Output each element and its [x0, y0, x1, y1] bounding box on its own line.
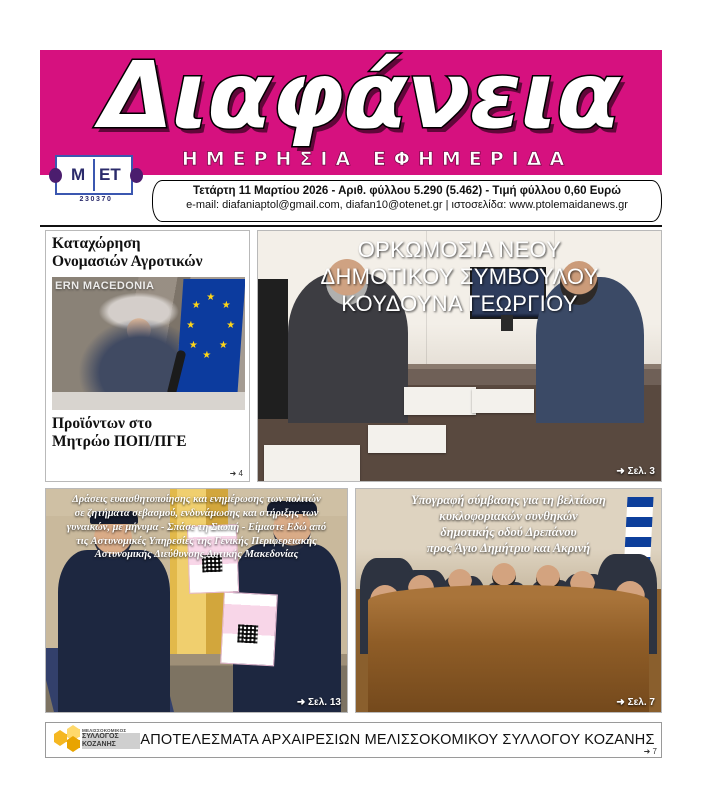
bottom-left-page-reference[interactable]: ➜ Σελ. 13	[296, 697, 341, 708]
bl-headline-line4: τις Αστυνομικές Υπηρεσίες της Γενικής Περιφερειακής	[76, 535, 317, 547]
article-card-pop-pge[interactable]	[45, 230, 250, 482]
document-paper	[368, 425, 446, 453]
main-headline	[264, 237, 655, 317]
header-divider	[40, 225, 662, 227]
left-headline-line4: Μητρώο ΠΟΠ/ΠΓΕ	[52, 432, 187, 450]
bl-headline-line2: σε ζητήματα σεβασμού, ενδυνάμωσης και στήριξης των	[74, 507, 319, 519]
bl-headline-line1: Δράσεις ευαισθητοποίησης και ενημέρωσης των πολιτών	[72, 494, 321, 505]
open-book-icon	[55, 155, 133, 195]
bl-headline-line3: γυναικών, με μήνυμα - Σπάσε τη Σιωπή - Είμαστε Εδώ από	[66, 521, 327, 533]
logo-line3: ΚΟΖΑΝΗΣ	[82, 741, 140, 749]
bl-headline-line5: Αστυνομικής Διεύθυνσης Δυτικής Μακεδονίας	[94, 549, 299, 561]
issue-info-box	[152, 180, 662, 222]
br-headline-line2: κυκλοφοριακών συνθηκών	[439, 509, 578, 523]
left-headline-line2: Ονομασιών Αγροτικών	[52, 253, 203, 271]
honeycomb-icon	[54, 729, 80, 753]
eu-flag: ★ ★ ★ ★ ★ ★ ★ ★	[175, 279, 245, 407]
bottom-left-headline	[52, 493, 341, 562]
photo-watermark: ERN MACEDONIA	[55, 279, 155, 292]
document-paper	[264, 445, 360, 481]
logo-letter-m: M	[71, 165, 86, 184]
logo-dot-left	[49, 168, 62, 183]
bottom-right-headline	[362, 492, 655, 556]
logo-letter-et: ET	[99, 165, 121, 184]
logo-text	[82, 728, 140, 749]
article-card-road-contract[interactable]	[355, 488, 662, 713]
main-headline-line3: ΚΟΥΔΟΥΝΑ ΓΕΩΡΓΙΟΥ	[341, 290, 578, 316]
beekeeping-association-logo	[54, 726, 140, 754]
campaign-poster-held	[220, 592, 278, 667]
conference-table	[368, 585, 649, 712]
document-paper	[472, 389, 534, 413]
newspaper-title: Διαφάνεια	[100, 50, 620, 149]
left-headline-line1: Καταχώρηση	[52, 235, 141, 252]
banner-page-reference[interactable]: ➜ 7	[643, 747, 657, 756]
left-page-reference[interactable]: ➜ 4	[229, 469, 243, 478]
main-headline-line2: ΔΗΜΟΤΙΚΟΥ ΣΥΜΒΟΥΛΟΥ	[320, 263, 599, 289]
logo-dot-right	[130, 168, 143, 183]
br-headline-line3: δημοτικής οδού Δρεπάνου	[440, 525, 577, 539]
desk-surface	[52, 392, 245, 410]
br-headline-line4: προς Άγιο Δημήτριο και Ακρινή	[426, 541, 591, 555]
article-card-police-campaign[interactable]	[45, 488, 348, 713]
article-card-oath-ceremony[interactable]	[257, 230, 662, 482]
main-page-reference[interactable]: ➜ Σελ. 3	[616, 466, 655, 477]
left-article-photo	[52, 277, 245, 410]
book-spine	[93, 159, 95, 191]
bottom-right-page-reference[interactable]: ➜ Σελ. 7	[616, 697, 655, 708]
br-headline-line1: Υπογραφή σύμβασης για τη βελτίωση	[411, 493, 606, 507]
document-paper	[404, 387, 476, 415]
main-headline-line1: ΟΡΚΩΜΟΣΙΑ ΝΕΟΥ	[357, 237, 562, 262]
bottom-banner[interactable]	[45, 722, 662, 758]
qr-code-icon	[237, 624, 259, 643]
logo-number: 230370	[79, 196, 113, 203]
police-officer-male	[58, 550, 170, 712]
logo-line1: ΜΕΛΙΣΣΟΚΟΜΙΚΟΣ	[82, 728, 127, 733]
logo-line2: ΣΥΛΛΟΓΟΣ	[82, 733, 140, 741]
banner-headline: ΑΠΟΤΕΛΕΣΜΑΤΑ ΑΡΧΑΙΡΕΣΙΩΝ ΜΕΛΙΣΣΟΚΟΜΙΚΟΥ ΣΥΛΛΟΓΟΥ ΚΟΖΑΝΗΣ	[140, 732, 655, 748]
met-logo	[49, 155, 143, 205]
issue-date-line: Τετάρτη 11 Μαρτίου 2026 - Αριθ. φύλλου 5.290 (5.462) - Τιμή φύλλου 0,60 Ευρώ	[193, 185, 621, 197]
newspaper-subtitle: ΗΜΕΡΗΣΙΑ ΕΦΗΜΕΡΙΔΑ	[181, 148, 573, 170]
contact-line: e-mail: diafaniaptol@gmail.com, diafan10@otenet.gr | ιστοσελίδα: www.ptolemaidanews.gr	[186, 199, 628, 211]
left-headline-line3: Προϊόντων στο	[52, 414, 153, 432]
